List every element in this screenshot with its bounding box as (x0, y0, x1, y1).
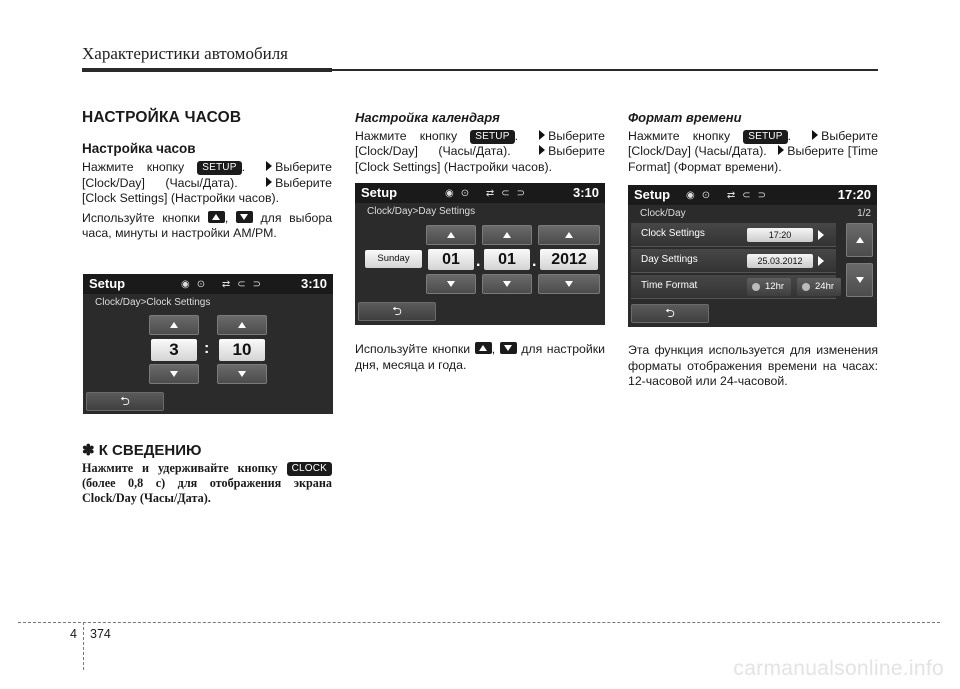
down-arrow-icon (500, 342, 517, 354)
chevron-right-icon (818, 230, 824, 240)
format-24hr-option[interactable]: 24hr (797, 278, 841, 296)
chevron-right-icon (818, 256, 824, 266)
back-button[interactable]: ⮌ (631, 304, 709, 323)
note-heading: ✽ К СВЕДЕНИЮ (82, 442, 202, 459)
screen-time: 17:20 (837, 187, 871, 202)
time-format-row: Time Format 12hr 24hr (631, 275, 836, 299)
scroll-up-button[interactable] (846, 223, 873, 257)
format-instructions: Нажмите кнопку SETUP . Выберите [Clock/Day] (Часы/Дата). Выберите [Time Format] (Формат времени). (628, 128, 878, 174)
status-icons: ◉⊙ ⇄⊂⊃ (181, 279, 269, 290)
footer-divider (83, 622, 84, 670)
up-arrow-icon (208, 211, 225, 223)
arrow-right-icon (778, 145, 784, 155)
arrow-right-icon (812, 130, 818, 140)
date-dot: . (532, 253, 537, 270)
screen-title: Setup (634, 187, 671, 202)
calendar-instructions: Нажмите кнопку SETUP . Выберите [Clock/Day] (Часы/Дата). Выберите [Clock Settings] (Настройки часов). (355, 128, 605, 174)
setup-key: SETUP (197, 161, 241, 175)
format-12hr-option[interactable]: 12hr (747, 278, 791, 296)
screen-title: Setup (361, 185, 398, 200)
back-button[interactable]: ⮌ (86, 392, 164, 411)
status-icons: ◉⊙ ⇄⊂⊃ (445, 188, 533, 199)
note-text: Нажмите и удерживайте кнопку CLOCK (более 0,8 с) для отображения экрана Clock/Day (Часы/Дата). (82, 460, 332, 505)
note-block (82, 443, 332, 506)
clock-usage: Используйте кнопки , для выбора часа, минуты и настройки AM/PM. (82, 210, 333, 240)
scroll-down-button[interactable] (846, 263, 873, 297)
screen-title: Setup (89, 276, 126, 291)
status-icons: ◉⊙ ⇄⊂⊃ (686, 190, 774, 201)
year-down-button[interactable] (538, 274, 600, 294)
month-value: 01 (484, 249, 530, 270)
format-description-block (628, 343, 878, 390)
date-dot: . (476, 253, 481, 270)
header-rule (82, 68, 878, 72)
column-clock (82, 108, 332, 242)
minute-down-button[interactable] (217, 364, 267, 384)
page-number: 374 (90, 627, 111, 641)
month-up-button[interactable] (482, 225, 532, 245)
hour-down-button[interactable] (149, 364, 199, 384)
breadcrumb: Clock/Day>Clock Settings (95, 297, 211, 308)
back-button[interactable]: ⮌ (358, 302, 436, 321)
header-title: Характеристики автомобиля (82, 44, 288, 63)
chapter-number: 4 (70, 627, 77, 641)
arrow-right-icon (539, 130, 545, 140)
day-up-button[interactable] (426, 225, 476, 245)
clock-settings-value: 17:20 (747, 228, 813, 242)
clock-heading: Настройка часов (82, 140, 196, 156)
screen-time: 3:10 (300, 276, 327, 291)
day-settings-value: 25.03.2012 (747, 254, 813, 268)
footer-rule (18, 622, 940, 623)
day-down-button[interactable] (426, 274, 476, 294)
calendar-usage: Используйте кнопки , для настройки дня, месяца и года. (355, 342, 606, 372)
month-down-button[interactable] (482, 274, 532, 294)
clock-instructions: Нажмите кнопку SETUP . Выберите [Clock/Day] (Часы/Дата). Выберите [Clock Settings] (Настройки часов). (82, 160, 332, 205)
minute-up-button[interactable] (217, 315, 267, 335)
setup-key: SETUP (743, 130, 787, 144)
hour-value: 3 (151, 339, 197, 361)
arrow-right-icon (539, 145, 545, 155)
day-settings-row[interactable]: Day Settings 25.03.2012 (631, 249, 836, 273)
up-arrow-icon (475, 342, 492, 354)
setup-key: SETUP (470, 130, 514, 144)
format-description: Эта функция используется для изменения форматы отображения времени на часах: 12-часовой или 24-часовой. (628, 343, 878, 388)
arrow-right-icon (266, 161, 272, 171)
clock-settings-screen (83, 274, 333, 414)
format-heading: Формат времени (628, 110, 742, 125)
calendar-heading: Настройка календаря (355, 110, 500, 125)
column-calendar (355, 110, 605, 175)
year-value: 2012 (540, 249, 598, 270)
year-up-button[interactable] (538, 225, 600, 245)
breadcrumb: Clock/Day>Day Settings (367, 206, 476, 217)
clock-settings-row[interactable]: Clock Settings 17:20 (631, 223, 836, 247)
hour-up-button[interactable] (149, 315, 199, 335)
page-indicator: 1/2 (857, 208, 871, 219)
arrow-right-icon (266, 177, 272, 187)
breadcrumb: Clock/Day (640, 208, 686, 219)
day-settings-screen (355, 183, 605, 325)
section-title: НАСТРОЙКА ЧАСОВ (82, 109, 242, 126)
minute-value: 10 (219, 339, 265, 361)
time-colon: : (204, 340, 210, 357)
weekday-value: Sunday (365, 250, 422, 268)
down-arrow-icon (236, 211, 253, 223)
column-format (628, 110, 878, 175)
screen-time: 3:10 (572, 185, 599, 200)
day-value: 01 (428, 249, 474, 270)
clock-key: CLOCK (287, 462, 332, 476)
calendar-usage-block (355, 342, 605, 373)
watermark: carmanualsonline.info (733, 657, 944, 680)
time-format-screen (628, 185, 877, 327)
